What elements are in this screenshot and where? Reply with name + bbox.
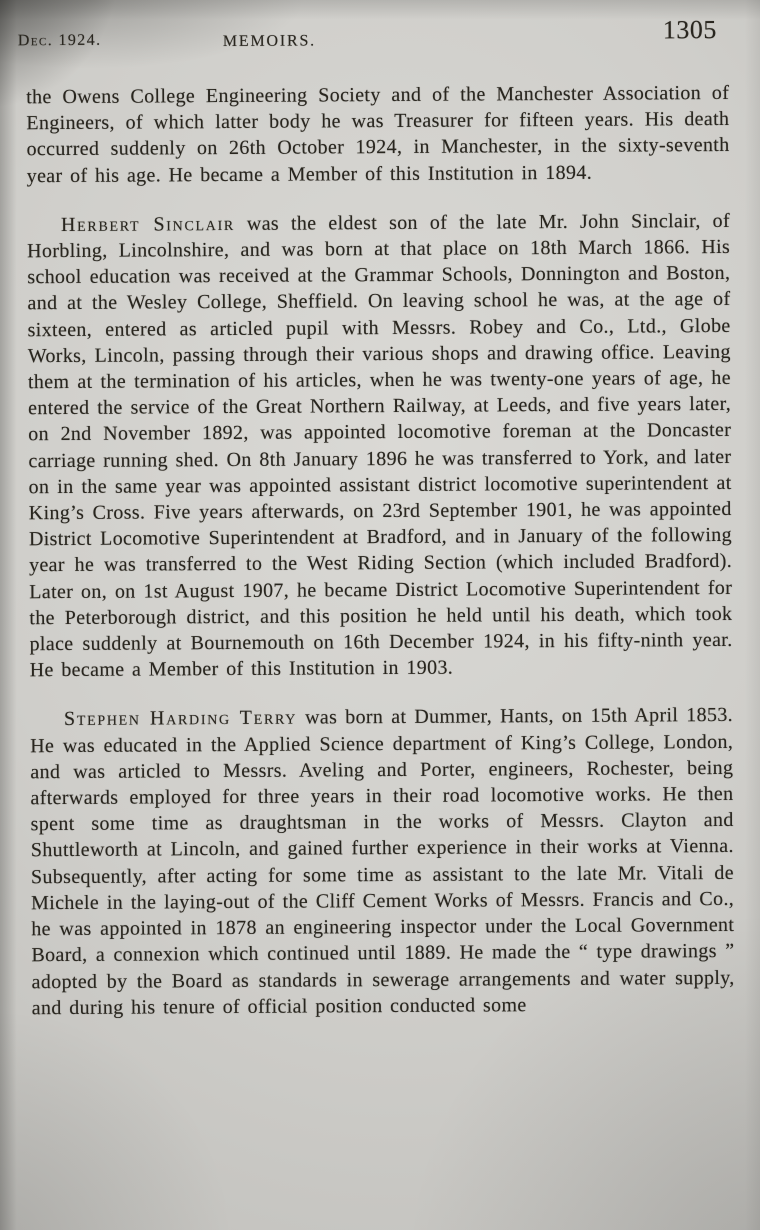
memoir-paragraph-text: the Owens College Engineering Society and of the Manchester Association of Engineers, of which latter body he was Treasurer for fifteen years. His death occurred suddenly on 26th October 1924, in Manchester, in the sixty-seventh year of his age. He became a Member of this Institution in 1894.: [26, 81, 730, 187]
memoir-body: [26, 80, 735, 1044]
memoir-name-lead: Herbert Sinclair: [60, 212, 236, 236]
paragraph-continuation-owens-college: [26, 80, 730, 189]
memoir-name-lead: Stephen Harding Terry: [63, 707, 298, 731]
paragraph-herbert-sinclair: [27, 208, 733, 684]
header-section-title: MEMOIRS.: [222, 32, 317, 51]
header-page-number: 1305: [662, 15, 717, 45]
memoir-paragraph-text: was born at Dummer, Hants, on 15th April 1853. He was educated in the Applied Science department of King’s College, London, and was articled to Messrs. Aveling and Porter, engineers, Rochester, being afterwards employed for three years in their road locomotive works. He then spent some time as draughtsman in the works of Messrs. Clayton and Shuttleworth at Lincoln, and gained further experience in their works at Vienna. Subsequently, after acting for some time as assistant to the late Mr. Vitali de Michele in the laying-out of the Cliff Cement Works of Messrs. Francis and Co., he was appointed in 1878 an engineering inspector under the Local Government Board, a connexion which continued until 1889. He made the “ type drawings ” adopted by the Board as standards in sewerage arrangements and water supply, and during his tenure of official position conducted some: [30, 704, 735, 1019]
paragraph-stephen-harding-terry: [30, 702, 735, 1021]
memoir-paragraph-text: was the eldest son of the late Mr. John Sinclair, of Horbling, Lincolnshire, and was born at that place on 18th March 1866. His school education was received at the Grammar Schools, Donnington and Boston, and at the Wesley College, Sheffield. On leaving school he was, at the age of sixteen, entered as articled pupil with Messrs. Robey and Co., Ltd., Globe Works, Lincoln, passing through their various shops and drawing office. Leaving them at the termination of his articles, when he was twenty-one years of age, he entered the service of the Great Northern Railway, at Leeds, and five years later, on 2nd November 1892, was appointed locomotive foreman at the Doncaster carriage running shed. On 8th January 1896 he was transferred to York, and later on in the same year was appointed assistant district locomotive superintendent at King’s Cross. Five years afterwards, on 23rd September 1901, he was appointed District Locomotive Superintendent at Bradford, and in January of the following year he was transferred to the West Riding Section (which included Bradford). Later on, on 1st August 1907, he became District Locomotive Superintendent for the Peterborough district, and this position he held until his death, which took place suddenly at Bournemouth on 16th December 1924, in his fifty-ninth year. He became a Member of this Institution in 1903.: [27, 209, 733, 682]
header-issue-date: Dec. 1924.: [17, 31, 102, 50]
